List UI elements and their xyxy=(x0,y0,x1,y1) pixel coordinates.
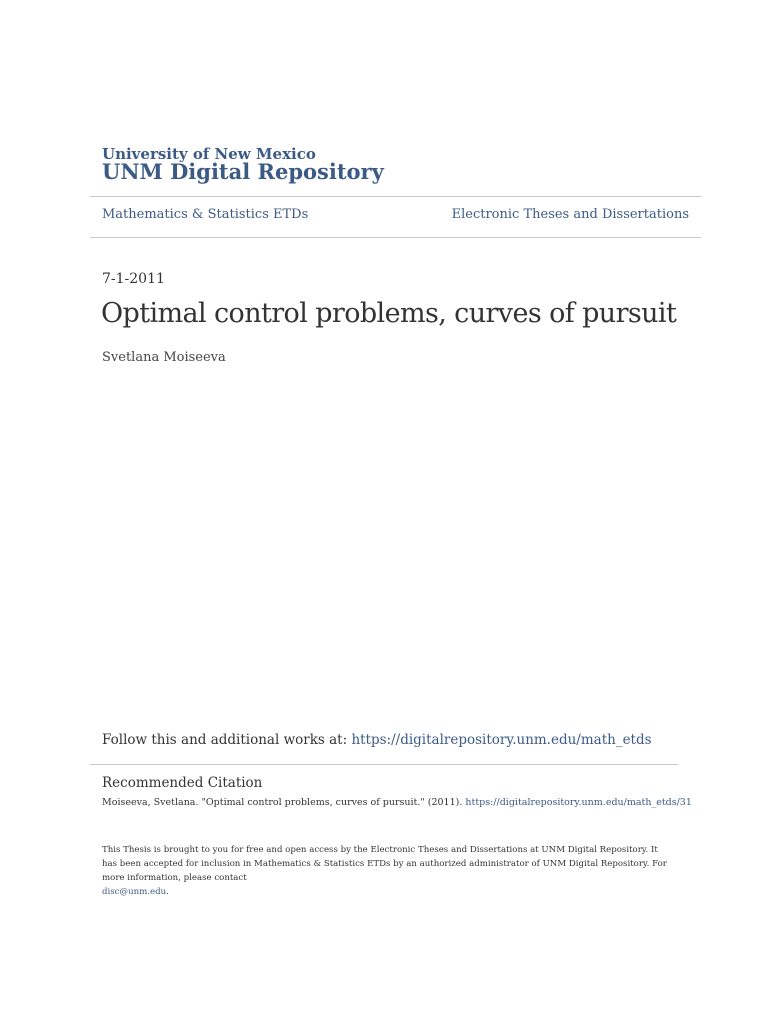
citation-heading: Recommended Citation xyxy=(102,775,263,791)
citation-text: Moiseeva, Svetlana. "Optimal control problems, curves of pursuit." (2011). xyxy=(102,797,463,808)
access-notice xyxy=(102,843,672,899)
divider-top xyxy=(90,196,701,197)
repository-name[interactable]: UNM Digital Repository xyxy=(102,159,384,184)
author-name: Svetlana Moiseeva xyxy=(102,350,226,365)
divider-bottom xyxy=(90,237,701,238)
notice-end: . xyxy=(166,887,169,897)
follow-url-link[interactable]: https://digitalrepository.unm.edu/math_etds xyxy=(351,732,652,748)
document-title: Optimal control problems, curves of pursuit xyxy=(101,298,677,329)
follow-label: Follow this and additional works at: xyxy=(102,732,348,748)
publication-date: 7-1-2011 xyxy=(102,271,165,287)
divider-citation xyxy=(90,764,678,765)
follow-line xyxy=(102,732,652,748)
series-link[interactable]: Electronic Theses and Dissertations xyxy=(451,207,689,222)
collection-link[interactable]: Mathematics & Statistics ETDs xyxy=(102,207,309,222)
citation-line xyxy=(102,797,692,808)
notice-text: This Thesis is brought to you for free and open access by the Electronic Theses and Dissertations at UNM Digital Repository. It has been accepted for inclusion in Mathematics & Statistics ETDs by an authorized administrator of UNM Digital Repository. For more information, please contact xyxy=(102,845,667,883)
contact-email-link[interactable]: disc@unm.edu xyxy=(102,887,167,897)
institution-name[interactable]: University of New Mexico xyxy=(102,145,316,163)
citation-url-link[interactable]: https://digitalrepository.unm.edu/math_etds/31 xyxy=(465,797,692,808)
